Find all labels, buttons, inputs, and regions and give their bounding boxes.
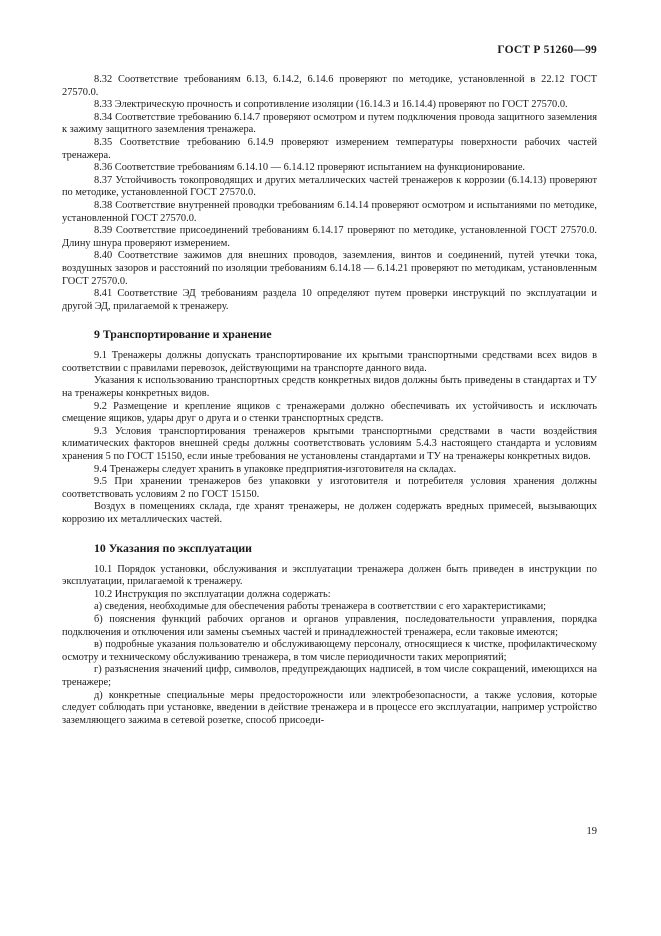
paragraph-8-41: 8.41 Соответствие ЭД требованиям раздела 10 определяют путем проверки инструкций по эксплуатации и другой ЭД, прилагаемой к тренажеру. bbox=[62, 288, 597, 312]
list-item-v: в) подробные указания пользователю и обслуживающему персоналу, относящиеся к чистке, профилактическому осмотру и техническому обслуживанию тренажера, в том числе периодичности таких мероприятий; bbox=[62, 639, 597, 663]
section-10 bbox=[62, 541, 597, 728]
paragraph-10-2: 10.2 Инструкция по эксплуатации должна содержать: bbox=[94, 588, 331, 600]
section-9-heading: 9 Транспортирование и хранение bbox=[94, 327, 272, 342]
paragraph-9-2: 9.2 Размещение и крепление ящиков с тренажерами должно обеспечивать их устойчивость и исключать смещение ящиков, удары друг о друга и о стенки транспортных средств. bbox=[62, 400, 597, 425]
paragraph-8-34: 8.34 Соответствие требованию 6.14.7 проверяют осмотром и путем подключения провода защитного заземления к зажиму защитного заземления тренажера. bbox=[62, 111, 597, 136]
page-number: 19 bbox=[586, 826, 597, 837]
paragraph-8-40: 8.40 Соответствие зажимов для внешних проводов, заземления, винтов и соединений, путей утечки тока, воздушных зазоров и расстояний по изоляции требованиям 6.14.18 — 6.14.21 проверяют по методикам, установленным ГОСТ 27570.0. bbox=[62, 250, 597, 287]
paragraph-8-32: 8.32 Соответствие требованиям 6.13, 6.14.2, 6.14.6 проверяют по методике, установленной в 22.12 ГОСТ 27570.0. bbox=[62, 74, 597, 98]
paragraph-9-4: 9.4 Тренажеры следует хранить в упаковке предприятия-изготовителя на складах. bbox=[94, 463, 457, 475]
paragraph-9-5: 9.5 При хранении тренажеров без упаковки у изготовителя и потребителя условия хранения должны соответствовать условиям 2 по ГОСТ 15150. bbox=[62, 476, 597, 500]
list-item-a: а) сведения, необходимые для обеспечения работы тренажера в соответствии с его характеристиками; bbox=[94, 601, 547, 613]
paragraph-9-3: 9.3 Условия транспортирования тренажеров крытыми транспортными средствами в части воздействия климатических факторов внешней среды должны соответствовать условиям 5.4.3 настоящего стандарта и условиям хранения 5 по ГОСТ 15150, если иные требования не установлены стандартами и ТУ на тренажеры конкретных видов. bbox=[62, 425, 597, 463]
paragraph-8-33: 8.33 Электрическую прочность и сопротивление изоляции (16.14.3 и 16.14.4) проверяют по ГОСТ 27570.0. bbox=[94, 99, 568, 111]
paragraph-8-36: 8.36 Соответствие требованиям 6.14.10 — 6.14.12 проверяют испытанием на функционирование. bbox=[94, 162, 526, 174]
document-id-header: ГОСТ Р 51260—99 bbox=[497, 44, 597, 56]
section-8-continued bbox=[62, 74, 597, 313]
paragraph-8-35: 8.35 Соответствие требованию 6.14.9 проверяют измерением температуры поверхности рабочих частей тренажера. bbox=[62, 136, 597, 161]
section-10-heading: 10 Указания по эксплуатации bbox=[94, 540, 252, 555]
paragraph-9-1-note: Указания к использованию транспортных средств конкретных видов должны быть приведены в стандартах и ТУ на тренажеры конкретных видов. bbox=[62, 375, 597, 400]
paragraph-8-39: 8.39 Соответствие присоединений требованиям 6.14.17 проверяют по методике, установленной ГОСТ 27570.0. Длину шнура проверяют измерением. bbox=[62, 225, 597, 249]
list-item-d: д) конкретные специальные меры предосторожности или электробезопасности, а также условия, которые следует соблюдать при установке, введении в действие тренажера и в процессе его эксплуатации, например устройство заземляющего зажима в сетевой розетке, способ присоеди- bbox=[62, 689, 597, 726]
paragraph-8-37: 8.37 Устойчивость токопроводящих и других металлических частей тренажеров к коррозии (6.14.13) проверяют по методике, установленной ГОСТ 27570.0. bbox=[62, 174, 597, 199]
paragraph-10-1: 10.1 Порядок установки, обслуживания и эксплуатации тренажера должен быть приведен в инструкции по эксплуатации, прилагаемой к тренажеру. bbox=[62, 563, 597, 588]
list-item-b: б) пояснения функций рабочих органов и органов управления, последовательности управления, порядка подключения и отключения или замены съемных частей и принадлежностей тренажера, если таковые имеются; bbox=[62, 613, 597, 638]
list-item-g: г) разъяснения значений цифр, символов, предупреждающих надписей, в том числе сокращений, имеющихся на тренажере; bbox=[62, 664, 597, 688]
paragraph-9-5-note: Воздух в помещениях склада, где хранят тренажеры, не должен содержать вредных примесей, вызывающих коррозию их металлических частей. bbox=[62, 501, 597, 525]
paragraph-9-1: 9.1 Тренажеры должны допускать транспортирование их крытыми транспортными средствами всех видов в соответствии с правилами перевозок, действующими на транспорте данного вида. bbox=[62, 350, 597, 374]
paragraph-8-38: 8.38 Соответствие внутренней проводки требованиям 6.14.14 проверяют осмотром и испытаниями по методике, установленной ГОСТ 27570.0. bbox=[62, 199, 597, 224]
section-9 bbox=[62, 327, 597, 526]
document-body bbox=[62, 74, 597, 727]
